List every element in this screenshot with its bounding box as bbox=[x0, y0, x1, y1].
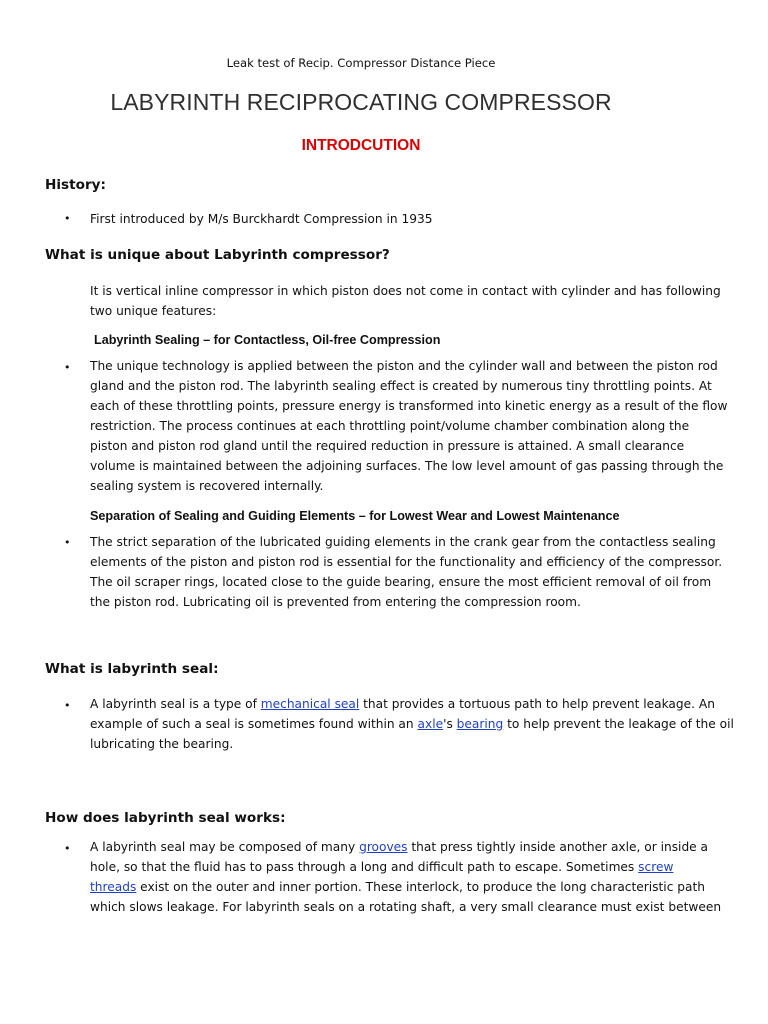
bullet-marker: • bbox=[64, 699, 71, 712]
document-title: LABYRINTH RECIPROCATING COMPRESSOR bbox=[110, 89, 612, 115]
bullet-marker: • bbox=[64, 361, 71, 374]
works-bullet: A labyrinth seal may be composed of many grooves that press tightly inside another axle, or inside a hole, so that the fluid has to pass through a long and difficult path to escape. Sometimes screw threads exist on the outer and inner portion. These interlock, to produce the long characteristic path which slows leakage. For labyrinth seals on a rotating shaft, a very small clearance must exist between bbox=[90, 840, 722, 914]
seal-heading: What is labyrinth seal: bbox=[45, 661, 219, 677]
bullet-marker: • bbox=[64, 536, 71, 549]
history-heading: History: bbox=[45, 177, 106, 193]
introduction-heading: INTRODCUTION bbox=[301, 137, 421, 154]
bullet-marker: • bbox=[64, 212, 71, 225]
link-threads[interactable]: threads bbox=[90, 880, 137, 894]
unique-heading: What is unique about Labyrinth compressor? bbox=[45, 247, 390, 263]
page-header: Leak test of Recip. Compressor Distance Piece bbox=[226, 56, 496, 70]
link-screw[interactable]: screw bbox=[638, 860, 674, 874]
feature-1-bullet: The unique technology is applied between the piston and the cylinder wall and between the piston rod gland and the piston rod. The labyrinth sealing effect is created by numerous tiny throttling points. At each of these throttling points, pressure energy is transformed into kinetic energy as a result of the flow restriction. The process continues at each throttling point/volume chamber combination along the piston and piston rod gland until the required reduction in pressure is attained. A small clearance volume is maintained between the adjoining surfaces. The low level amount of gas passing through the sealing system is recovered internally. bbox=[90, 359, 728, 493]
seal-bullet: A labyrinth seal is a type of mechanical seal that provides a tortuous path to help prevent leakage. An example of such a seal is sometimes found within an axle's bearing to help prevent the leakage of the oil lubricating the bearing. bbox=[90, 697, 734, 751]
feature-1-heading: Labyrinth Sealing – for Contactless, Oil-free Compression bbox=[94, 333, 441, 347]
feature-2-heading: Separation of Sealing and Guiding Elements – for Lowest Wear and Lowest Maintenance bbox=[90, 509, 620, 523]
bullet-marker: • bbox=[64, 842, 71, 855]
link-grooves[interactable]: grooves bbox=[359, 840, 408, 854]
history-bullet: First introduced by M/s Burckhardt Compression in 1935 bbox=[90, 212, 433, 226]
unique-paragraph: It is vertical inline compressor in which piston does not come in contact with cylinder and has following two unique features: bbox=[90, 284, 721, 318]
link-mechanical-seal[interactable]: mechanical seal bbox=[260, 697, 360, 711]
link-bearing[interactable]: bearing bbox=[456, 717, 504, 731]
works-heading: How does labyrinth seal works: bbox=[45, 810, 286, 826]
feature-2-bullet: The strict separation of the lubricated guiding elements in the crank gear from the contactless sealing elements of the piston and piston rod is essential for the functionality and efficiency of the compressor. The oil scraper rings, located close to the guide bearing, ensure the most efficient removal of oil from the piston rod. Lubricating oil is prevented from entering the compression room. bbox=[90, 535, 723, 609]
link-axle[interactable]: axle bbox=[417, 717, 444, 731]
